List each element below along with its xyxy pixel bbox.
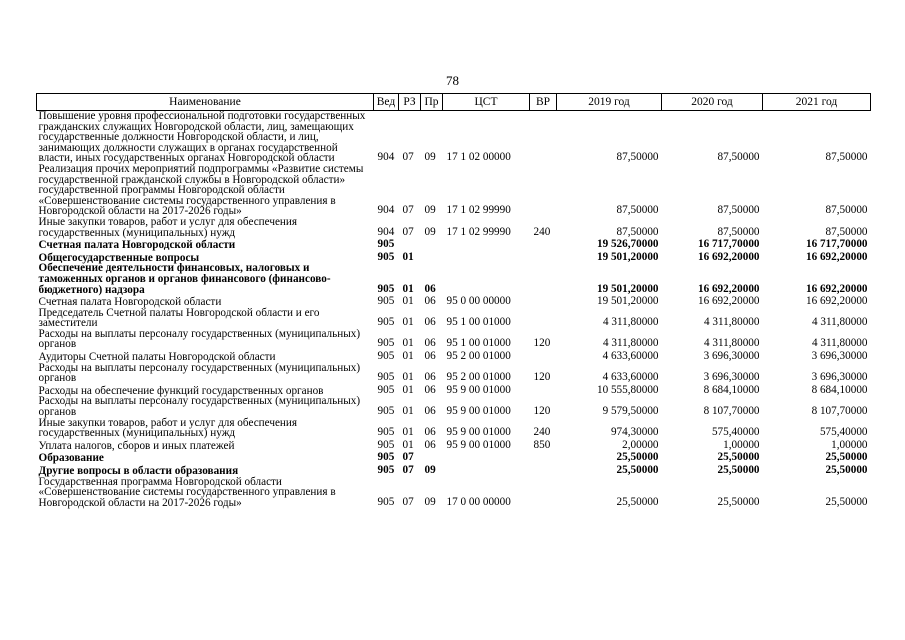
cell-y2019: 25,50000 bbox=[616, 464, 659, 476]
cell-name: Обеспечение деятельности финансовых, налоговых и таможенных органов и органов финансового (финансово-бюджетного) надзора bbox=[38, 262, 331, 296]
page-number: 78 bbox=[446, 73, 459, 88]
cell-cst bbox=[443, 451, 530, 464]
cell-rz: 01 bbox=[402, 295, 414, 308]
cell-y2021: 87,50000 bbox=[825, 204, 868, 217]
table-row bbox=[37, 217, 871, 238]
cell-ved: 905 bbox=[377, 426, 395, 439]
cell-y2019: 19 501,20000 bbox=[596, 295, 659, 308]
cell-ved: 905 bbox=[377, 451, 395, 464]
cell-pr: 06 bbox=[424, 426, 436, 439]
cell-y2020: 3 696,30000 bbox=[703, 350, 760, 363]
cell-ved: 905 bbox=[377, 337, 395, 350]
cell-rz: 01 bbox=[402, 371, 414, 384]
cell-y2020: 25,50000 bbox=[717, 495, 760, 508]
cell-vr bbox=[530, 477, 557, 509]
cell-vr bbox=[530, 164, 557, 217]
cell-y2020: 4 311,80000 bbox=[703, 337, 760, 350]
cell-y2019: 25,50000 bbox=[616, 495, 659, 508]
cell-pr: 06 bbox=[424, 316, 436, 329]
cell-y2020: 87,50000 bbox=[717, 151, 760, 164]
cell-y2020: 87,50000 bbox=[717, 204, 760, 217]
cell-y2019: 87,50000 bbox=[616, 204, 659, 217]
cell-rz: 07 bbox=[402, 225, 414, 238]
header-pr: Пр bbox=[421, 94, 443, 111]
cell-y2020: 16 717,70000 bbox=[697, 238, 760, 251]
cell-pr: 06 bbox=[424, 438, 436, 451]
header-2019: 2019 год bbox=[557, 94, 662, 111]
cell-ved: 905 bbox=[377, 464, 395, 476]
cell-y2020: 1,00000 bbox=[723, 438, 760, 451]
cell-ved: 905 bbox=[377, 383, 395, 396]
cell-y2021: 25,50000 bbox=[825, 495, 868, 508]
cell-y2021: 87,50000 bbox=[825, 151, 868, 164]
cell-y2021: 4 311,80000 bbox=[811, 337, 868, 350]
cell-y2019: 87,50000 bbox=[616, 225, 659, 238]
cell-name: Повышение уровня профессиональной подготовки государственных гражданских служащих Новгородской области, лиц, замещающих государственные должности Новгородской области, и лиц, занимающих должности служащих в органах государственной власти, иных государственных органах Новгородской области bbox=[38, 110, 366, 165]
budget-table bbox=[36, 93, 871, 508]
cell-cst: 17 1 02 00000 bbox=[446, 151, 511, 164]
cell-ved: 905 bbox=[377, 295, 395, 308]
cell-y2019: 9 579,50000 bbox=[602, 405, 659, 418]
cell-pr: 06 bbox=[424, 371, 436, 384]
cell-pr bbox=[421, 238, 443, 251]
cell-y2019: 4 311,80000 bbox=[602, 337, 659, 350]
cell-y2021: 25,50000 bbox=[825, 451, 868, 464]
cell-name: Аудиторы Счетной палаты Новгородской области bbox=[38, 351, 276, 364]
cell-name: Другие вопросы в области образования bbox=[38, 465, 239, 477]
cell-y2021: 8 684,10000 bbox=[811, 383, 868, 396]
table-row bbox=[37, 439, 871, 452]
header-cst: ЦСТ bbox=[443, 94, 530, 111]
cell-cst: 95 2 00 01000 bbox=[446, 350, 511, 363]
cell-cst: 95 2 00 01000 bbox=[446, 371, 511, 384]
header-rz: РЗ bbox=[399, 94, 421, 111]
cell-y2021: 4 311,80000 bbox=[811, 316, 868, 329]
cell-rz: 01 bbox=[402, 282, 414, 295]
cell-rz: 01 bbox=[402, 426, 414, 439]
cell-y2019: 10 555,80000 bbox=[596, 383, 659, 396]
cell-y2020: 3 696,30000 bbox=[703, 371, 760, 384]
cell-ved: 904 bbox=[377, 204, 395, 217]
cell-ved: 904 bbox=[377, 151, 395, 164]
cell-pr: 06 bbox=[424, 337, 436, 350]
cell-cst: 95 0 00 00000 bbox=[446, 295, 511, 308]
cell-y2021: 16 692,20000 bbox=[805, 250, 868, 263]
cell-vr: 120 bbox=[533, 371, 551, 384]
table-row bbox=[37, 329, 871, 350]
cell-name: Счетная палата Новгородской области bbox=[38, 296, 222, 309]
cell-y2019: 4 633,60000 bbox=[602, 350, 659, 363]
cell-ved: 905 bbox=[377, 438, 395, 451]
cell-rz: 07 bbox=[402, 495, 414, 508]
cell-y2019: 4 633,60000 bbox=[602, 371, 659, 384]
table-row bbox=[37, 418, 871, 439]
cell-rz: 01 bbox=[402, 316, 414, 329]
cell-vr: 240 bbox=[533, 426, 551, 439]
cell-vr bbox=[530, 111, 557, 164]
cell-y2021: 16 717,70000 bbox=[805, 238, 868, 251]
cell-y2019: 25,50000 bbox=[616, 451, 659, 464]
cell-y2020: 16 692,20000 bbox=[697, 295, 760, 308]
cell-name: Общегосударственные вопросы bbox=[38, 251, 200, 264]
cell-pr: 06 bbox=[424, 350, 436, 363]
table-body bbox=[37, 111, 871, 509]
cell-pr: 06 bbox=[424, 405, 436, 418]
cell-cst: 95 1 00 01000 bbox=[446, 337, 511, 350]
cell-vr bbox=[530, 308, 557, 329]
cell-rz: 07 bbox=[402, 451, 414, 464]
cell-y2021: 87,50000 bbox=[825, 225, 868, 238]
cell-y2021: 25,50000 bbox=[825, 464, 868, 476]
cell-cst: 95 9 00 01000 bbox=[446, 438, 511, 451]
cell-ved: 905 bbox=[377, 238, 395, 251]
table-row bbox=[37, 396, 871, 417]
cell-pr: 06 bbox=[424, 282, 436, 295]
cell-pr: 09 bbox=[424, 204, 436, 217]
header-name: Наименование bbox=[37, 94, 374, 111]
cell-pr: 09 bbox=[424, 151, 436, 164]
cell-pr bbox=[421, 251, 443, 264]
cell-ved: 905 bbox=[377, 405, 395, 418]
cell-name: Председатель Счетной палаты Новгородской области и его заместители bbox=[38, 306, 320, 330]
cell-name: Расходы на обеспечение функций государственных органов bbox=[38, 384, 324, 397]
table-row bbox=[37, 111, 871, 164]
cell-y2021: 1,00000 bbox=[831, 438, 868, 451]
cell-cst: 17 1 02 99990 bbox=[446, 225, 511, 238]
cell-name: Иные закупки товаров, работ и услуг для обеспечения государственных (муниципальных) нужд bbox=[38, 416, 298, 440]
cell-y2020: 8 107,70000 bbox=[703, 405, 760, 418]
cell-cst bbox=[443, 238, 530, 251]
cell-name: Реализация прочих мероприятий подпрограммы «Развитие системы государственной гражданской службы в Новгородской области» государственной программы Новгородской области «Совершенствование системы государственного управления в Новгородской области на 2017-2026 годы» bbox=[38, 162, 364, 218]
cell-rz: 01 bbox=[402, 405, 414, 418]
cell-pr: 09 bbox=[424, 495, 436, 508]
table-row bbox=[37, 451, 871, 464]
cell-vr bbox=[530, 464, 557, 477]
table-row bbox=[37, 308, 871, 329]
cell-y2020: 8 684,10000 bbox=[703, 383, 760, 396]
cell-y2020: 575,40000 bbox=[711, 426, 760, 439]
table-row bbox=[37, 164, 871, 217]
cell-cst: 17 0 00 00000 bbox=[446, 495, 511, 508]
cell-ved: 904 bbox=[377, 225, 395, 238]
cell-vr bbox=[530, 263, 557, 295]
cell-vr bbox=[530, 384, 557, 397]
cell-vr: 120 bbox=[533, 405, 551, 418]
cell-rz: 01 bbox=[402, 337, 414, 350]
table-row bbox=[37, 263, 871, 295]
cell-cst: 95 1 00 01000 bbox=[446, 316, 511, 329]
cell-ved: 905 bbox=[377, 250, 395, 263]
cell-name: Расходы на выплаты персоналу государственных (муниципальных) органов bbox=[38, 327, 361, 351]
cell-vr bbox=[530, 251, 557, 264]
cell-pr: 06 bbox=[424, 295, 436, 308]
cell-name: Государственная программа Новгородской области «Совершенствование системы государственного управления в Новгородской области на 2017-2026 годы» bbox=[38, 475, 336, 509]
cell-y2020: 25,50000 bbox=[717, 464, 760, 476]
cell-cst: 95 9 00 01000 bbox=[446, 383, 511, 396]
cell-rz: 07 bbox=[402, 151, 414, 164]
table-header-row bbox=[37, 94, 871, 111]
cell-pr: 06 bbox=[424, 383, 436, 396]
table-row bbox=[37, 238, 871, 251]
cell-y2019: 4 311,80000 bbox=[602, 316, 659, 329]
cell-y2020: 4 311,80000 bbox=[703, 316, 760, 329]
cell-name: Расходы на выплаты персоналу государственных (муниципальных) органов bbox=[38, 395, 361, 419]
cell-rz: 01 bbox=[402, 250, 414, 263]
table-row bbox=[37, 363, 871, 384]
cell-rz bbox=[399, 238, 421, 251]
header-2020: 2020 год bbox=[662, 94, 763, 111]
cell-cst: 17 1 02 99990 bbox=[446, 204, 511, 217]
cell-rz: 01 bbox=[402, 438, 414, 451]
cell-rz: 07 bbox=[402, 204, 414, 217]
cell-vr bbox=[530, 295, 557, 308]
cell-rz: 01 bbox=[402, 383, 414, 396]
cell-y2021: 16 692,20000 bbox=[805, 282, 868, 295]
table-row bbox=[37, 464, 871, 477]
cell-vr: 850 bbox=[533, 438, 551, 451]
header-2021: 2021 год bbox=[763, 94, 871, 111]
cell-pr: 09 bbox=[424, 464, 436, 476]
cell-y2019: 2,00000 bbox=[622, 438, 659, 451]
cell-y2019: 19 501,20000 bbox=[596, 282, 659, 295]
cell-pr: 09 bbox=[424, 225, 436, 238]
cell-y2021: 3 696,30000 bbox=[811, 371, 868, 384]
cell-name: Образование bbox=[38, 452, 104, 465]
cell-vr: 120 bbox=[533, 337, 551, 350]
cell-y2019: 974,30000 bbox=[610, 426, 659, 439]
cell-cst: 95 9 00 01000 bbox=[446, 405, 511, 418]
cell-y2020: 16 692,20000 bbox=[697, 282, 760, 295]
cell-y2020: 25,50000 bbox=[717, 451, 760, 464]
table-row bbox=[37, 295, 871, 308]
cell-cst bbox=[443, 251, 530, 264]
cell-y2021: 3 696,30000 bbox=[811, 350, 868, 363]
cell-ved: 905 bbox=[377, 371, 395, 384]
cell-rz: 01 bbox=[402, 350, 414, 363]
cell-vr bbox=[530, 350, 557, 363]
cell-name: Счетная палата Новгородской области bbox=[38, 239, 236, 252]
header-ved: Вед bbox=[374, 94, 399, 111]
cell-vr bbox=[530, 238, 557, 251]
cell-ved: 905 bbox=[377, 495, 395, 508]
cell-rz: 07 bbox=[402, 464, 414, 476]
table-row bbox=[37, 350, 871, 363]
cell-y2021: 16 692,20000 bbox=[805, 295, 868, 308]
cell-ved: 905 bbox=[377, 282, 395, 295]
cell-name: Расходы на выплаты персоналу государственных (муниципальных) органов bbox=[38, 361, 361, 385]
cell-vr bbox=[530, 451, 557, 464]
cell-y2019: 19 526,70000 bbox=[596, 238, 659, 251]
cell-y2021: 575,40000 bbox=[819, 426, 868, 439]
cell-name: Уплата налогов, сборов и иных платежей bbox=[38, 439, 235, 452]
cell-cst: 95 9 00 01000 bbox=[446, 426, 511, 439]
table-row bbox=[37, 477, 871, 509]
cell-y2019: 19 501,20000 bbox=[596, 250, 659, 263]
cell-y2020: 16 692,20000 bbox=[697, 250, 760, 263]
cell-cst bbox=[443, 464, 530, 477]
cell-y2021: 8 107,70000 bbox=[811, 405, 868, 418]
cell-ved: 905 bbox=[377, 350, 395, 363]
cell-y2020: 87,50000 bbox=[717, 225, 760, 238]
cell-cst bbox=[443, 263, 530, 295]
cell-ved: 905 bbox=[377, 316, 395, 329]
header-vr: ВР bbox=[530, 94, 557, 111]
cell-vr: 240 bbox=[533, 225, 551, 238]
cell-pr bbox=[421, 451, 443, 464]
cell-y2019: 87,50000 bbox=[616, 151, 659, 164]
cell-name: Иные закупки товаров, работ и услуг для обеспечения государственных (муниципальных) нужд bbox=[38, 215, 298, 239]
